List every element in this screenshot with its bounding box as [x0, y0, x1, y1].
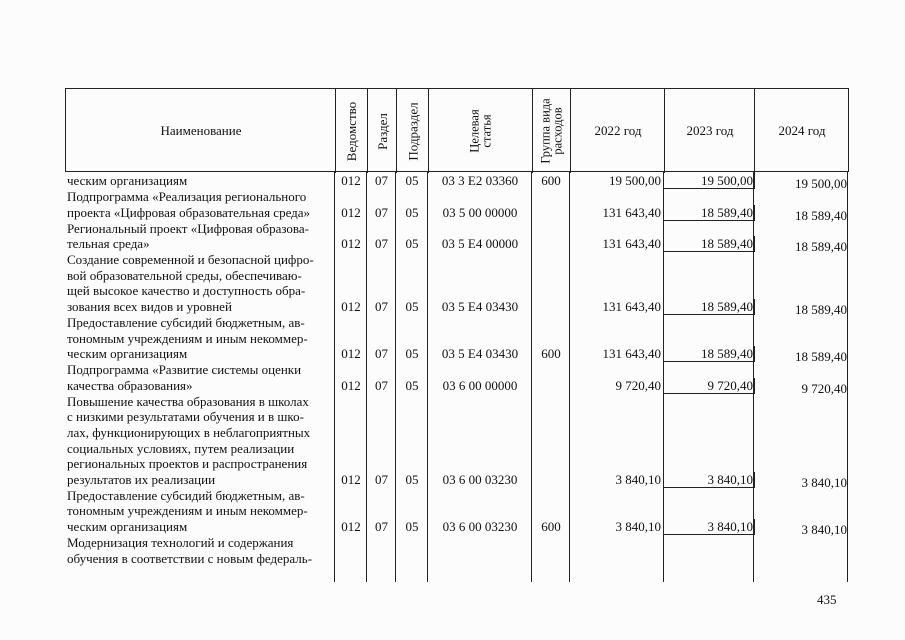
table-row [65, 362, 849, 396]
row-name-line: качества образования» [67, 377, 193, 393]
row-razdel: 07 [375, 518, 388, 534]
row-name-line: лах, функционирующих в неблагоприятных [67, 424, 311, 440]
row-2024: 3 840,10 [801, 521, 847, 537]
row-name-line: Создание современной и безопасной цифро- [67, 252, 314, 268]
row-vedomstvo: 012 [341, 518, 361, 534]
row-name-line: тельная среда» [67, 236, 150, 252]
row-name [67, 394, 332, 488]
header-podrazdel: Подраздел [405, 101, 421, 161]
header-razdel: Раздел [375, 112, 390, 150]
header-2022: 2022 год [594, 123, 642, 138]
row-2022: 9 720,40 [615, 377, 661, 393]
row-target: 03 6 00 00000 [442, 377, 518, 393]
row-name-line: ческим организациям [67, 518, 188, 534]
row-name [67, 488, 332, 535]
row-name-line: тономным учреждениям и иным некоммер- [67, 330, 308, 346]
row-razdel: 07 [375, 377, 388, 393]
header-2024: 2024 год [778, 123, 826, 138]
row-razdel: 07 [375, 236, 388, 252]
row-name-line: социальных условиях, путем реализации [67, 440, 295, 456]
table-row [65, 173, 849, 189]
row-podrazdel: 05 [405, 204, 419, 220]
header-name: Наименование [160, 123, 242, 138]
row-2023: 18 589,40 [664, 205, 755, 221]
row-name [67, 189, 332, 220]
row-vedomstvo: 012 [341, 204, 361, 220]
row-name-line: тономным учреждениям и иным некоммер- [67, 503, 308, 519]
row-2022: 19 500,00 [609, 173, 661, 188]
row-name-line: ческим организациям [67, 173, 188, 188]
table-body [65, 172, 849, 582]
row-razdel: 07 [375, 471, 388, 487]
table-row [65, 252, 849, 317]
row-2024: 18 589,40 [795, 349, 847, 365]
row-razdel: 07 [375, 204, 388, 220]
row-2022: 131 643,40 [602, 298, 661, 314]
table-header [65, 88, 849, 172]
header-group: Группа вида расходов [539, 98, 566, 164]
row-podrazdel: 05 [405, 377, 419, 393]
row-name [67, 315, 332, 362]
row-podrazdel: 05 [405, 173, 419, 188]
row-vedomstvo: 012 [341, 236, 361, 252]
row-2024: 18 589,40 [795, 239, 847, 255]
row-name [67, 252, 332, 314]
row-vedomstvo: 012 [341, 377, 361, 393]
row-razdel: 07 [375, 346, 388, 362]
row-podrazdel: 05 [405, 518, 419, 534]
row-name-line: вой образовательной среды, обеспечиваю- [67, 267, 302, 283]
header-2023: 2023 год [686, 123, 734, 138]
row-name-line: Предоставление субсидий бюджетным, ав- [67, 487, 305, 503]
row-2023: 18 589,40 [664, 236, 755, 252]
row-2024: 19 500,00 [795, 176, 847, 191]
row-name-line: Подпрограмма «Реализация регионального [67, 189, 307, 204]
row-name-line: обучения в соответствии с новым федераль- [67, 550, 313, 566]
row-vedomstvo: 012 [341, 173, 361, 188]
row-name [67, 221, 332, 252]
row-2023: 18 589,40 [664, 346, 755, 362]
row-name-line: ческим организациям [67, 346, 188, 362]
row-name-line: с низкими результатами обучения и в шко- [67, 409, 304, 425]
row-2024: 3 840,10 [801, 474, 847, 490]
row-2022: 131 643,40 [602, 204, 661, 220]
table-row [65, 394, 849, 488]
row-group: 600 [541, 173, 561, 188]
row-name-line: Повышение качества образования в школах [67, 393, 309, 409]
row-target: 03 6 00 03230 [442, 471, 518, 487]
table-row [65, 189, 849, 223]
row-group: 600 [541, 346, 561, 362]
row-vedomstvo: 012 [341, 346, 361, 362]
row-name [67, 535, 332, 566]
row-name-line: Региональный проект «Цифровая образова- [67, 220, 309, 236]
row-2024: 9 720,40 [801, 380, 847, 396]
row-name [67, 362, 332, 393]
row-2022: 3 840,10 [615, 518, 661, 534]
page-number: 435 [817, 592, 837, 607]
row-2023: 18 589,40 [664, 299, 755, 315]
row-target: 03 5 Е4 00000 [441, 236, 519, 252]
row-2022: 3 840,10 [615, 471, 661, 487]
table-row [65, 220, 849, 255]
header-vedomstvo: Ведомство [344, 101, 360, 161]
row-vedomstvo: 012 [341, 471, 361, 487]
table-row [65, 535, 849, 566]
row-name-line: проекта «Цифровая образовательная среда» [67, 204, 311, 220]
row-name-line: щей высокое качество и доступность обра- [67, 283, 306, 299]
row-2023: 3 840,10 [664, 519, 755, 535]
row-target: 03 3 Е2 03360 [441, 173, 519, 188]
table-row [65, 488, 849, 535]
row-vedomstvo: 012 [341, 298, 361, 314]
row-2022: 131 643,40 [602, 236, 661, 252]
row-2024: 18 589,40 [795, 207, 847, 223]
row-razdel: 07 [375, 298, 388, 314]
row-name-line: зования всех видов и уровней [67, 298, 232, 314]
row-target: 03 5 00 00000 [442, 204, 518, 220]
row-target: 03 5 Е4 03430 [441, 346, 519, 362]
row-2023: 3 840,10 [664, 472, 755, 488]
row-podrazdel: 05 [405, 346, 419, 362]
row-name-line: Предоставление субсидий бюджетным, ав- [67, 315, 305, 330]
row-2023: 19 500,00 [664, 173, 755, 189]
row-target: 03 6 00 03230 [442, 518, 518, 534]
row-group: 600 [541, 518, 561, 534]
header-target: Целевая статья [468, 109, 494, 153]
row-2024: 18 589,40 [795, 301, 847, 317]
row-2022: 131 643,40 [602, 346, 661, 362]
table-row [65, 315, 849, 365]
row-name-line: результатов их реализации [67, 471, 216, 487]
row-podrazdel: 05 [405, 298, 419, 314]
row-razdel: 07 [375, 173, 388, 188]
row-name-line: Подпрограмма «Развитие системы оценки [67, 362, 302, 378]
row-name-line: Модернизация технологий и содержания [67, 535, 294, 550]
row-name [67, 173, 332, 189]
row-podrazdel: 05 [405, 471, 419, 487]
row-target: 03 5 Е4 03430 [441, 298, 519, 314]
row-2023: 9 720,40 [664, 378, 755, 394]
row-name-line: региональных проектов и распространения [67, 456, 308, 472]
row-podrazdel: 05 [405, 236, 419, 252]
